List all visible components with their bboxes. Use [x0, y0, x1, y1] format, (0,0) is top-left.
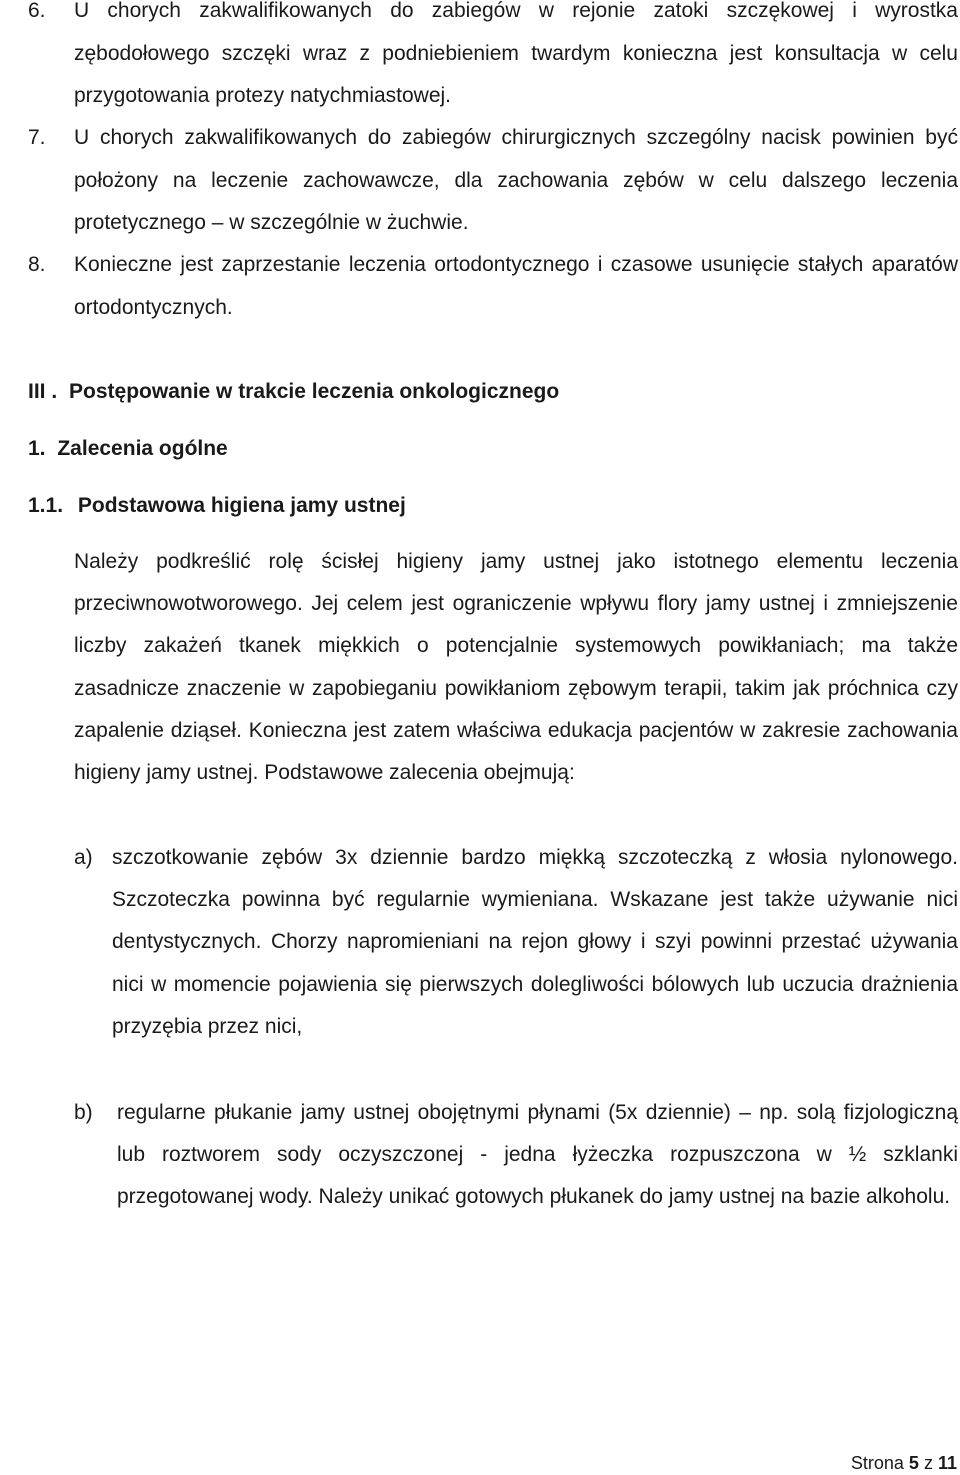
subsection-heading [28, 435, 228, 463]
recommendation-text: szczotkowanie zębów 3x dziennie bardzo miękką szczoteczką z włosia nylonowego. Szczoteczka powinna być regularnie wymieniana. Wskazane jest także używanie nici dentystycznych. Chorzy napromieniani na rejon głowy i szyi powinni przestać używania nici w momencie pojawienia się pierwszych dolegliwości bólowych lub uczucia drażnienia przyzębia przez nici, [112, 846, 958, 1038]
footer-page-number: 5 [908, 1453, 919, 1473]
list-item-text: U chorych zakwalifikowanych do zabiegów w rejonie zatoki szczękowej i wyrostka zębodołowego szczęki wraz z podniebieniem twardym konieczna jest konsultacja w celu przygotowania protezy natychmiastowej. [74, 0, 958, 107]
subsection-title: Zalecenia ogólne [57, 437, 228, 460]
page-footer [851, 1451, 957, 1475]
list-number: 7. [28, 126, 46, 149]
recommendation-label: a) [74, 846, 93, 869]
recommendation-b [74, 1092, 958, 1219]
subsubsection-number: 1.1. [28, 494, 64, 517]
recommendation-text: regularne płukanie jamy ustnej obojętnymi płynami (5x dziennie) – np. solą fizjologiczną lub roztworem sody oczyszczonej - jedna łyżeczka rozpuszczona w ½ szklanki przegotowanej wody. Należy unikać gotowych płukanek do jamy ustnej na bazie alkoholu. [117, 1101, 958, 1209]
section-title: Postępowanie w trakcie leczenia onkologicznego [69, 380, 560, 403]
section-number: III . [28, 380, 58, 403]
section-heading [28, 378, 559, 406]
list-item-6 [28, 0, 958, 118]
footer-prefix: Strona [850, 1453, 904, 1473]
list-item-7 [28, 117, 958, 245]
subsubsection-title: Podstawowa higiena jamy ustnej [77, 494, 406, 517]
recommendation-a [74, 837, 958, 1048]
list-item-text: Konieczne jest zaprzestanie leczenia ortodontycznego i czasowe usunięcie stałych aparatów ortodontycznych. [74, 253, 958, 319]
subsubsection-heading [28, 492, 406, 520]
body-paragraph: Należy podkreślić rolę ścisłej higieny jamy ustnej jako istotnego elementu leczenia przeciwnowotworowego. Jej celem jest ograniczenie wpływu flory jamy ustnej i zmniejszenie liczby zakażeń tkanek miękkich o potencjalnie systemowych powikłaniach; ma także zasadnicze znaczenie w zapobieganiu powikłaniom zębowym terapii, takim jak próchnica czy zapalenie dziąseł. Konieczna jest zatem właściwa edukacja pacjentów w zakresie zachowania higieny jamy ustnej. Podstawowe zalecenia obejmują: [74, 550, 958, 785]
footer-total-pages: 11 [937, 1453, 957, 1473]
list-item-text: U chorych zakwalifikowanych do zabiegów chirurgicznych szczególny nacisk powinien być położony na leczenie zachowawcze, dla zachowania zębów w celu dalszego leczenia protetycznego – w szczególnie w żuchwie. [74, 126, 958, 234]
recommendation-label: b) [74, 1101, 93, 1124]
subsection-number: 1. [28, 437, 46, 460]
list-number: 8. [28, 253, 46, 276]
footer-separator: z [923, 1453, 933, 1473]
list-item-8 [28, 244, 958, 329]
list-number: 6. [28, 0, 46, 22]
